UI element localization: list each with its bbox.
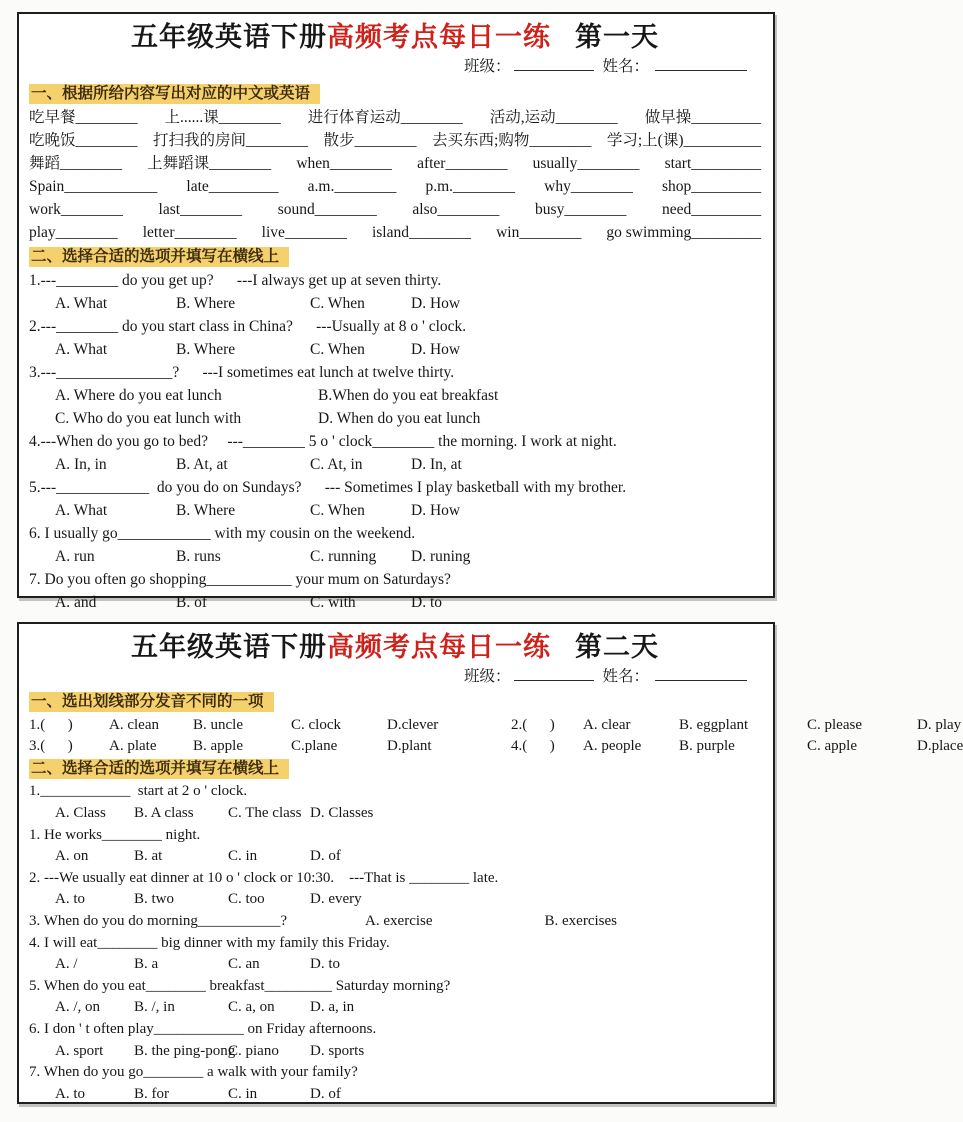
option-label: C. an xyxy=(228,956,260,973)
vocab-term: start_________ xyxy=(664,155,761,172)
option-label: A. What xyxy=(55,341,108,358)
option-label: C. running xyxy=(310,548,377,565)
option-label: C. too xyxy=(228,891,265,908)
vocab-term: when________ xyxy=(296,155,392,172)
option-label: C. a, on xyxy=(228,999,275,1016)
phonics-number-bracket: 2.( ) xyxy=(511,716,555,733)
option-label: D. When do you eat lunch xyxy=(318,410,481,427)
option-label: B. of xyxy=(176,594,207,611)
class-label: 班级： xyxy=(463,58,511,75)
option-label: D. How xyxy=(411,295,461,312)
option-label: A. Where do you eat lunch xyxy=(55,387,222,404)
vocab-term: after________ xyxy=(417,155,508,172)
phonics-item xyxy=(29,715,511,737)
vocab-term: 做早操_________ xyxy=(644,109,761,126)
vocab-row xyxy=(29,152,761,175)
question-stem: 1. He works________ night. xyxy=(29,826,201,843)
vocab-term: need_________ xyxy=(661,201,761,218)
section-heading: 二、选择合适的选项并填写在横线上 xyxy=(29,247,289,267)
vocab-term: a.m.________ xyxy=(307,178,397,195)
option-label: B. Where xyxy=(176,341,236,358)
title-day: 第二天 xyxy=(575,632,659,662)
phonics-item xyxy=(29,736,511,758)
option-label: D. to xyxy=(310,956,340,973)
phonics-option: A. people xyxy=(583,738,642,755)
option-label: D. How xyxy=(411,341,461,358)
vocab-term: 舞蹈________ xyxy=(29,155,123,172)
options-row xyxy=(29,846,761,868)
vocab-term: win________ xyxy=(496,224,582,241)
option-label: D. Classes xyxy=(310,804,374,821)
question-stem: 5.---____________ do you do on Sundays? --- Sometimes I play basketball with my brother. xyxy=(29,479,627,496)
option-label: D. How xyxy=(411,502,461,519)
option-label: B. /, in xyxy=(134,999,175,1016)
options-row xyxy=(29,292,761,315)
option-label: D. to xyxy=(411,594,442,611)
option-label: A. sport xyxy=(55,1042,104,1059)
option-label: B. At, at xyxy=(176,456,228,473)
vocab-term: last________ xyxy=(158,201,243,218)
question-line xyxy=(29,911,761,933)
sections-container xyxy=(29,692,963,1105)
option-label: B. a xyxy=(134,956,159,973)
phonics-number-bracket: 3.( ) xyxy=(29,738,73,755)
class-blank-line xyxy=(514,666,594,681)
options-row xyxy=(29,591,761,614)
vocab-term: letter________ xyxy=(142,224,237,241)
phonics-item xyxy=(511,736,963,758)
section-heading-line xyxy=(29,245,761,268)
vocab-term: why________ xyxy=(544,178,633,195)
phonics-number-bracket: 1.( ) xyxy=(29,716,73,733)
title-highlight-red: 高频考点每日一练 xyxy=(327,632,551,662)
option-label: C. When xyxy=(310,502,365,519)
question-stem: 3.---_______________? ---I sometimes eat lunch at twelve thirty. xyxy=(29,364,455,381)
page-day-1 xyxy=(17,12,775,611)
section-heading: 一、根据所给内容写出对应的中文或英语 xyxy=(29,84,320,104)
phonics-option: B. apple xyxy=(193,738,243,755)
phonics-option: C.plane xyxy=(291,738,338,755)
option-label: A. What xyxy=(55,502,108,519)
option-label: B. two xyxy=(134,891,175,908)
vocab-term: 吃晚饭________ xyxy=(29,132,138,149)
option-label: D. sports xyxy=(310,1042,365,1059)
section-heading-line xyxy=(29,759,761,781)
phonics-option: D.clever xyxy=(387,716,439,733)
title-day: 第一天 xyxy=(575,22,659,52)
vocab-row xyxy=(29,106,761,129)
options-row xyxy=(29,1041,761,1063)
option-label: A. What xyxy=(55,295,108,312)
phonics-option: D.plant xyxy=(387,738,432,755)
phonics-option: B. uncle xyxy=(193,716,243,733)
option-label: C. piano xyxy=(228,1042,279,1059)
option-label: A. to xyxy=(55,1085,85,1102)
vocab-term: p.m.________ xyxy=(425,178,516,195)
option-label: C. At, in xyxy=(310,456,363,473)
question-stem: 6. I usually go____________ with my cousin on the weekend. xyxy=(29,525,416,542)
question-stem: 2. ---We usually eat dinner at 10 o ' clock or 10:30. ---That is ________ late. xyxy=(29,869,499,886)
option-label: D. of xyxy=(310,848,341,865)
question-stem: 1.____________ start at 2 o ' clock. xyxy=(29,783,248,800)
option-label: C. When xyxy=(310,295,365,312)
option-label: D. every xyxy=(310,891,362,908)
vocab-term: late_________ xyxy=(186,178,279,195)
phonics-option: C. clock xyxy=(291,716,341,733)
vocab-term: 上舞蹈课________ xyxy=(147,155,272,172)
option-label: A. exercise xyxy=(365,912,433,929)
question-stem: 4.---When do you go to bed? ---________ 5 o ' clock________ the morning. I work at night. xyxy=(29,433,617,450)
options-row xyxy=(29,384,761,430)
option-label: D. In, at xyxy=(411,456,462,473)
class-blank-line xyxy=(514,56,594,71)
vocab-term: 上......课________ xyxy=(164,109,281,126)
vocab-term: shop_________ xyxy=(661,178,761,195)
class-label: 班级： xyxy=(463,668,511,685)
option-label: A. to xyxy=(55,891,85,908)
question-stem: 5. When do you eat________ breakfast_________ Saturday morning? xyxy=(29,977,451,994)
phonics-option: A. plate xyxy=(109,738,157,755)
name-blank-line xyxy=(655,666,747,681)
option-label: B. at xyxy=(134,848,163,865)
vocab-term: 进行体育运动________ xyxy=(307,109,463,126)
section-heading: 一、选出划线部分发音不同的一项 xyxy=(29,692,274,712)
question-stem: 6. I don ' t often play____________ on Friday afternoons. xyxy=(29,1020,377,1037)
phonics-option: A. clean xyxy=(109,716,159,733)
option-label: B. Where xyxy=(176,502,236,519)
sections-container xyxy=(29,82,761,614)
vocab-term: live________ xyxy=(261,224,347,241)
vocab-term: island________ xyxy=(371,224,471,241)
vocab-term: work________ xyxy=(29,201,123,218)
vocab-row xyxy=(29,129,761,152)
vocab-term: 吃早餐________ xyxy=(29,109,138,126)
option-label: A. on xyxy=(55,848,89,865)
options-row xyxy=(29,499,761,522)
page-title xyxy=(29,630,761,664)
option-label: C. with xyxy=(310,594,356,611)
title-course: 五年级英语下册 xyxy=(131,22,327,52)
option-label: B. runs xyxy=(176,548,221,565)
section-heading: 二、选择合适的选项并填写在横线上 xyxy=(29,759,289,779)
option-label: A. / xyxy=(55,956,78,973)
option-label: B. the ping-pong xyxy=(134,1042,236,1059)
option-label: A. Class xyxy=(55,804,106,821)
options-row xyxy=(29,997,761,1019)
option-label: B. for xyxy=(134,1085,169,1102)
vocab-row xyxy=(29,175,761,198)
phonics-option: A. clear xyxy=(583,716,631,733)
page-title xyxy=(29,20,761,54)
vocab-term: play________ xyxy=(29,224,118,241)
vocab-row xyxy=(29,198,761,221)
option-label: D. runing xyxy=(411,548,471,565)
phonics-option: D. play xyxy=(917,716,962,733)
name-blank-line xyxy=(655,56,747,71)
vocab-term: 去买东西;购物________ xyxy=(432,132,592,149)
question-stem: 1.---________ do you get up? ---I always get up at seven thirty. xyxy=(29,272,442,289)
options-row xyxy=(29,1084,761,1106)
vocab-row xyxy=(29,221,761,244)
options-row xyxy=(29,954,761,976)
question-stem: 4. I will eat________ big dinner with my family this Friday. xyxy=(29,934,390,951)
option-label: C. The class xyxy=(228,804,302,821)
option-label: C. in xyxy=(228,1085,258,1102)
vocab-term: 学习;上(课)__________ xyxy=(606,132,761,149)
section-heading-line xyxy=(29,692,761,714)
option-label: B.When do you eat breakfast xyxy=(318,387,499,404)
vocab-term: go swimming_________ xyxy=(606,224,761,241)
class-name-line xyxy=(29,54,761,80)
option-label: C. in xyxy=(228,848,258,865)
options-row xyxy=(29,889,761,911)
phonics-option: C. apple xyxy=(807,738,857,755)
phonics-row xyxy=(29,736,963,758)
options-row xyxy=(29,545,761,568)
class-name-line xyxy=(29,664,761,690)
phonics-option: B. purple xyxy=(679,738,735,755)
option-label: C. When xyxy=(310,341,365,358)
question-stem: 3. When do you do morning___________? xyxy=(29,912,288,929)
question-stem: 7. Do you often go shopping___________ your mum on Saturdays? xyxy=(29,571,451,588)
vocab-term: busy________ xyxy=(535,201,627,218)
option-label: A. In, in xyxy=(55,456,107,473)
vocab-term: usually________ xyxy=(532,155,640,172)
option-label: D. a, in xyxy=(310,999,355,1016)
phonics-number-bracket: 4.( ) xyxy=(511,738,555,755)
options-row xyxy=(29,338,761,361)
option-label: B. Where xyxy=(176,295,236,312)
vocab-term: also________ xyxy=(412,201,500,218)
option-label: A. and xyxy=(55,594,97,611)
phonics-option: B. eggplant xyxy=(679,716,749,733)
option-label: A. /, on xyxy=(55,999,100,1016)
option-label: B. exercises xyxy=(544,912,617,929)
name-label: 姓名： xyxy=(602,58,649,75)
question-stem: 2.---________ do you start class in China? ---Usually at 8 o ' clock. xyxy=(29,318,467,335)
phonics-option: D.place xyxy=(917,738,963,755)
title-highlight-red: 高频考点每日一练 xyxy=(327,22,551,52)
phonics-row xyxy=(29,715,962,737)
options-row xyxy=(29,453,761,476)
options-row xyxy=(29,803,761,825)
question-stem: 7. When do you go________ a walk with your family? xyxy=(29,1064,358,1081)
vocab-term: 活动,运动________ xyxy=(489,109,618,126)
option-label: B. A class xyxy=(134,804,194,821)
vocab-term: Spain____________ xyxy=(29,178,158,195)
name-label: 姓名： xyxy=(602,668,649,685)
vocab-term: 打扫我的房间________ xyxy=(153,132,309,149)
phonics-item xyxy=(511,715,961,737)
vocab-term: 散步________ xyxy=(323,132,417,149)
option-label: A. run xyxy=(55,548,95,565)
page-day-2 xyxy=(17,622,963,1104)
phonics-option: C. please xyxy=(807,716,862,733)
option-label: C. Who do you eat lunch with xyxy=(55,410,242,427)
title-course: 五年级英语下册 xyxy=(131,632,327,662)
section-heading-line xyxy=(29,82,761,105)
option-label: D. of xyxy=(310,1085,341,1102)
vocab-term: sound________ xyxy=(277,201,377,218)
